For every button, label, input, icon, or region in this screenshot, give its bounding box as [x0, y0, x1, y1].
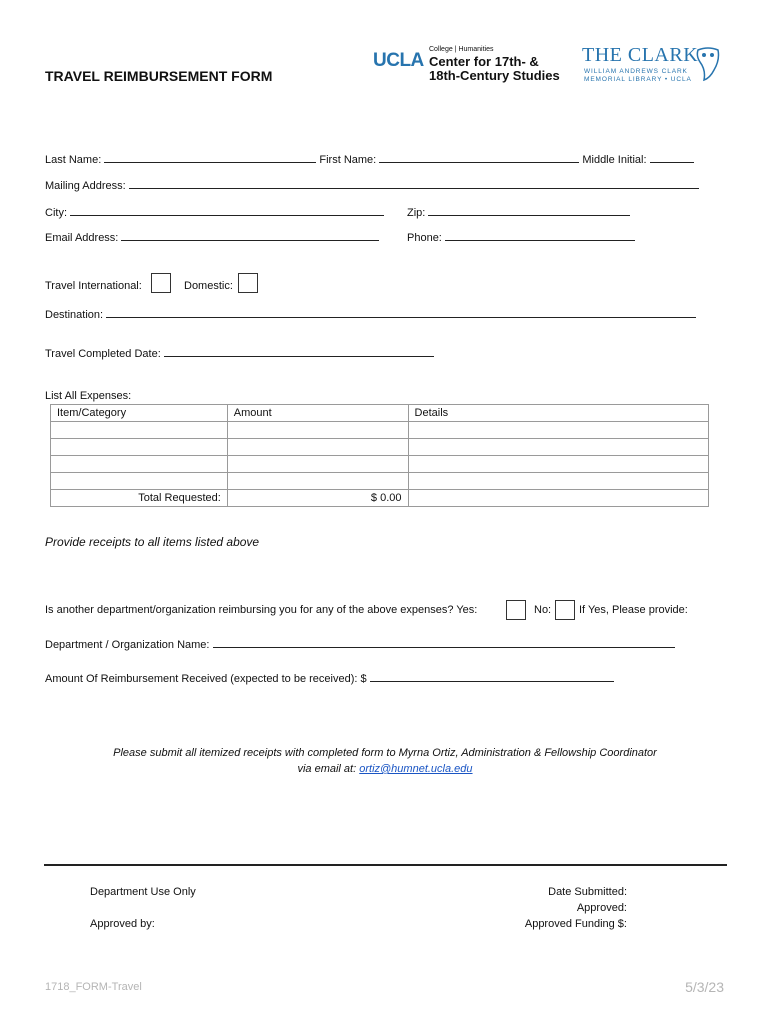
center-line-1: Center for 17th- &	[429, 54, 539, 69]
amount-cell[interactable]	[227, 456, 408, 473]
completed-date-row	[45, 344, 434, 360]
other-reimbursement-question	[45, 604, 477, 616]
details-cell[interactable]	[408, 439, 708, 456]
clark-sub-1: WILLIAM ANDREWS CLARK	[584, 68, 688, 75]
amount-cell[interactable]	[227, 439, 408, 456]
item-cell[interactable]	[51, 456, 228, 473]
yes-checkbox[interactable]	[506, 600, 526, 620]
college-line: College | Humanities	[429, 46, 494, 53]
international-label: Travel International:	[45, 280, 142, 292]
destination-label: Destination:	[45, 309, 104, 321]
table-row	[51, 456, 709, 473]
phone-field[interactable]	[445, 228, 635, 241]
table-row	[51, 439, 709, 456]
if-yes-label: If Yes, Please provide:	[579, 604, 688, 616]
question-text: Is another department/organization reimbursing you for any of the above expenses?	[45, 604, 454, 616]
clark-sub-2: MEMORIAL LIBRARY • UCLA	[584, 76, 692, 83]
details-cell[interactable]	[408, 422, 708, 439]
details-cell[interactable]	[408, 473, 708, 490]
zip-field[interactable]	[428, 203, 630, 216]
clark-title: THE CLARK	[582, 44, 699, 66]
completed-date-label: Travel Completed Date:	[45, 348, 161, 360]
city-row	[45, 203, 384, 219]
coordinator-email-link[interactable]: ortiz@humnet.ucla.edu	[359, 763, 473, 775]
table-row	[51, 422, 709, 439]
email-field[interactable]	[121, 228, 379, 241]
table-header-row	[51, 405, 709, 422]
no-label: No:	[534, 604, 552, 616]
dept-org-label: Department / Organization Name:	[45, 639, 210, 651]
domestic-checkbox[interactable]	[238, 273, 258, 293]
form-date: 5/3/23	[685, 979, 724, 995]
item-cell[interactable]	[51, 422, 228, 439]
submission-prefix: via email at:	[297, 763, 357, 775]
middle-initial-field[interactable]	[650, 150, 694, 163]
total-details-cell	[408, 490, 708, 507]
section-divider	[44, 864, 727, 866]
domestic-label: Domestic:	[184, 280, 233, 292]
total-row	[51, 490, 709, 507]
total-label: Total Requested:	[51, 490, 228, 507]
item-cell[interactable]	[51, 439, 228, 456]
amount-received-field[interactable]	[370, 669, 614, 682]
zip-row	[407, 203, 630, 219]
form-id: 1718_FORM-Travel	[45, 981, 142, 993]
department-use-heading: Department Use Only	[90, 886, 196, 898]
middle-initial-label: Middle Initial:	[582, 154, 647, 166]
phone-row	[407, 228, 635, 244]
international-checkbox[interactable]	[151, 273, 171, 293]
email-label: Email Address:	[45, 232, 119, 244]
dept-org-row	[45, 635, 675, 651]
approved-by-label: Approved by:	[90, 918, 155, 930]
first-name-field[interactable]	[379, 150, 579, 163]
item-cell[interactable]	[51, 473, 228, 490]
dept-org-field[interactable]	[213, 635, 675, 648]
amount-cell[interactable]	[227, 422, 408, 439]
ucla-wordmark: UCLA	[373, 50, 424, 71]
total-value: $ 0.00	[227, 490, 408, 507]
receipts-note: Provide receipts to all items listed above	[45, 535, 260, 549]
mailing-row	[45, 176, 699, 192]
name-row	[45, 150, 694, 166]
submission-line-2	[0, 763, 770, 775]
table-row	[51, 473, 709, 490]
destination-row	[45, 305, 696, 321]
approved-label: Approved:	[576, 902, 627, 914]
city-field[interactable]	[70, 203, 384, 216]
owl-icon	[694, 46, 722, 82]
clark-logo	[582, 44, 722, 86]
completed-date-field[interactable]	[164, 344, 434, 357]
details-cell[interactable]	[408, 456, 708, 473]
mailing-address-label: Mailing Address:	[45, 180, 126, 192]
city-label: City:	[45, 207, 67, 219]
column-header: Item/Category	[51, 405, 228, 422]
amount-received-label: Amount Of Reimbursement Received (expected to be received): $	[45, 673, 367, 685]
phone-label: Phone:	[407, 232, 442, 244]
submission-line-1: Please submit all itemized receipts with completed form to Myrna Ortiz, Administration & Fellowship Coordinator	[113, 747, 657, 759]
last-name-field[interactable]	[104, 150, 316, 163]
column-header: Amount	[227, 405, 408, 422]
email-row	[45, 228, 379, 244]
zip-label: Zip:	[407, 207, 426, 219]
destination-field[interactable]	[106, 305, 696, 318]
expenses-heading: List All Expenses:	[45, 390, 132, 402]
expenses-table	[50, 404, 709, 507]
form-title: TRAVEL REIMBURSEMENT FORM	[45, 68, 273, 84]
amount-cell[interactable]	[227, 473, 408, 490]
mailing-address-field[interactable]	[129, 176, 699, 189]
center-line-2: 18th-Century Studies	[429, 68, 560, 83]
column-header: Details	[408, 405, 708, 422]
yes-label: Yes:	[456, 604, 478, 616]
approved-funding-label: Approved Funding $:	[524, 918, 627, 930]
first-name-label: First Name:	[319, 154, 377, 166]
last-name-label: Last Name:	[45, 154, 102, 166]
no-checkbox[interactable]	[555, 600, 575, 620]
date-submitted-label: Date Submitted:	[548, 886, 627, 898]
amount-received-row	[45, 669, 614, 685]
